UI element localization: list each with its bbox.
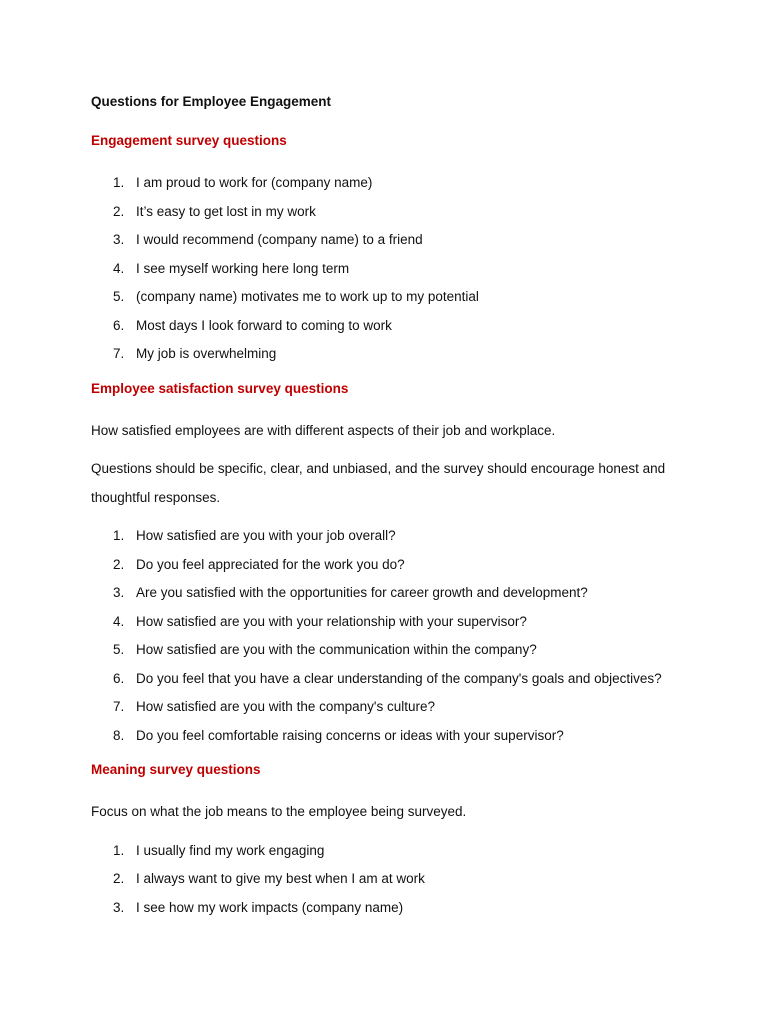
section-heading: Employee satisfaction survey questions — [91, 380, 349, 396]
list-item-text: How satisfied are you with your relationship with your supervisor? — [136, 613, 527, 629]
list-item: 1. I am proud to work for (company name) — [113, 175, 373, 190]
section-engagement — [91, 131, 691, 369]
section-meaning — [91, 760, 691, 922]
list-item: 5. How satisfied are you with the communication within the company? — [113, 642, 537, 657]
list-item: 6. Do you feel that you have a clear understanding of the company's goals and objectives? — [113, 670, 662, 686]
section-satisfaction — [91, 379, 691, 751]
list-item: 3. Are you satisfied with the opportunities for career growth and development? — [113, 585, 588, 600]
list-item: 4. How satisfied are you with your relationship with your supervisor? — [113, 613, 527, 629]
list-item: 3. I see how my work impacts (company name) — [113, 899, 404, 915]
list-item: 2. Do you feel appreciated for the work you do? — [113, 556, 405, 572]
list-item: 5. (company name) motivates me to work up to my potential — [113, 289, 479, 304]
list-item: 7. My job is overwhelming — [113, 346, 277, 361]
list-item: 2. It’s easy to get lost in my work — [113, 203, 316, 219]
list-item-text: How satisfied are you with the company's culture? — [136, 699, 435, 714]
document-page — [91, 92, 691, 932]
list-item: 7. How satisfied are you with the company's culture? — [113, 699, 435, 714]
question-list — [91, 522, 691, 750]
list-item-text: How satisfied are you with your job overall? — [136, 528, 396, 543]
section-heading: Meaning survey questions — [91, 762, 261, 777]
list-item: 6. Most days I look forward to coming to work — [113, 317, 392, 333]
list-item: 1. I usually find my work engaging — [113, 842, 325, 858]
section-heading: Engagement survey questions — [91, 133, 287, 148]
list-item-text: I see myself working here long term — [136, 260, 350, 276]
list-item: 3. I would recommend (company name) to a friend — [113, 232, 423, 247]
document-title: Questions for Employee Engagement — [91, 94, 332, 109]
list-item-text: I am proud to work for (company name) — [136, 175, 373, 190]
paragraph: Questions should be specific, clear, and unbiased, and the survey should encourage honest and thoughtful responses. — [91, 461, 666, 505]
paragraph: Focus on what the job means to the employee being surveyed. — [91, 804, 467, 819]
question-list — [91, 837, 691, 923]
list-item-text: How satisfied are you with the communication within the company? — [136, 642, 537, 657]
list-item-text: I see how my work impacts (company name) — [136, 899, 404, 915]
list-item: 8. Do you feel comfortable raising concerns or ideas with your supervisor? — [113, 727, 564, 743]
list-item-text: I always want to give my best when I am at work — [136, 871, 425, 886]
list-item: 2. I always want to give my best when I am at work — [113, 871, 425, 886]
list-item-text: I would recommend (company name) to a friend — [136, 232, 423, 247]
question-list — [91, 169, 691, 369]
list-item-text: Do you feel that you have a clear understanding of the company's goals and objectives? — [136, 670, 662, 686]
list-item-text: Are you satisfied with the opportunities for career growth and development? — [136, 585, 588, 600]
list-item-text: Most days I look forward to coming to work — [136, 317, 392, 333]
list-item: 4. I see myself working here long term — [113, 260, 350, 276]
list-item-text: (company name) motivates me to work up to my potential — [136, 289, 479, 304]
list-item: 1. How satisfied are you with your job overall? — [113, 528, 396, 543]
list-item-text: Do you feel appreciated for the work you do? — [136, 556, 405, 572]
paragraph: How satisfied employees are with different aspects of their job and workplace. — [91, 422, 556, 438]
list-item-text: I usually find my work engaging — [136, 842, 325, 858]
list-item-text: It’s easy to get lost in my work — [136, 203, 316, 219]
list-item-text: My job is overwhelming — [136, 346, 277, 361]
list-item-text: Do you feel comfortable raising concerns or ideas with your supervisor? — [136, 727, 564, 743]
